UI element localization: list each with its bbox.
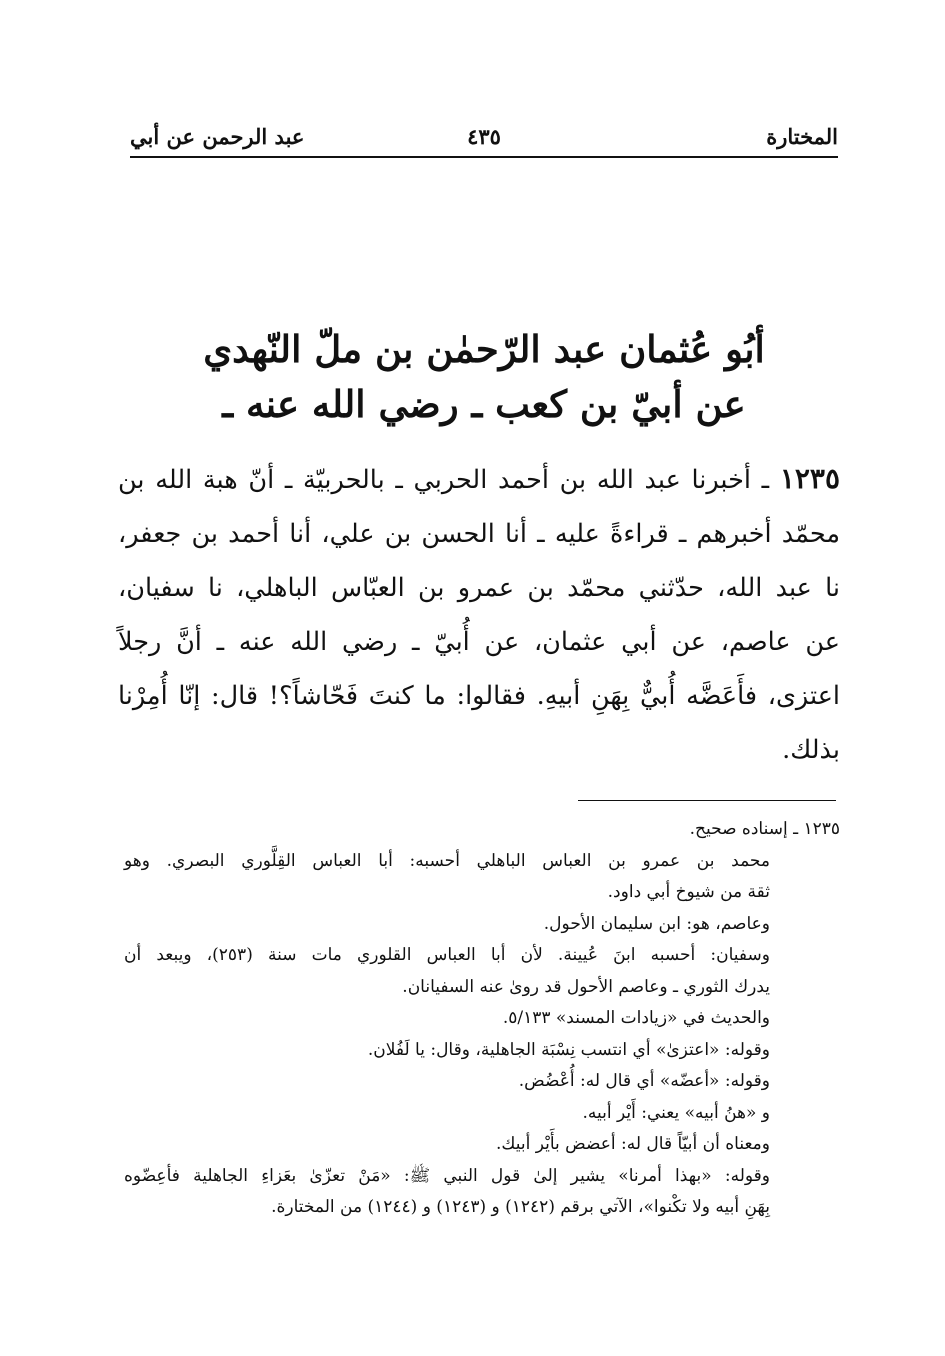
footnote-line: وسفيان: أحسبه ابنَ عُيينة. لأن أبا العباس القلوري مات سنة (٢٥٣)، ويبعد أن [124, 945, 770, 965]
footnotes [124, 814, 840, 1224]
hadith-number: ١٢٣٥ [779, 462, 840, 495]
hadith-text [118, 452, 840, 777]
header-divider [130, 156, 838, 158]
footnote-line: والحديث في «زيادات المسند» ٥/١٣٣. [502, 1008, 770, 1028]
footnote-divider [578, 800, 836, 801]
page-number: ٤٣٥ [467, 124, 501, 149]
hadith-line: عن عاصم، عن أبي عثمان، عن أُبيّ ـ رضي الله عنه ـ أنَّ رجلاً [118, 627, 840, 657]
footnote-line: يدرك الثوري ـ وعاصم الأحول قد روىٰ عنه السفيانان. [402, 976, 770, 997]
footnote-line: ١٢٣٥ ـ إسناده صحيح. [689, 819, 840, 839]
chapter-heading [130, 322, 838, 432]
footnote-line: وعاصم، هو: ابن سليمان الأحول. [543, 913, 770, 934]
footnote-line: ومعناه أن أبيّاً قال له: أعضض بأَيْر أبيك. [496, 1134, 770, 1154]
running-header [130, 118, 838, 158]
footnote-line: وقوله: «بهذا أمرنا» يشير إلىٰ قول النبي ﷺ: «مَنْ تعزّىٰ بعَزاءِ الجاهلية فأعِضّوه [124, 1165, 770, 1186]
hadith-line: بذلك. [782, 735, 840, 765]
hadith-line: محمّد أخبرهم ـ قراءةً عليه ـ أنا الحسن بن علي، أنا أحمد بن جعفر، [118, 519, 840, 549]
hadith-line: اعتزى، فأَعَضَّه أُبيٌّ بِهَنِ أبيهِ. فقالوا: ما كنتَ فَحّاشاً؟! قال: إنّا أُمِرْنا [118, 681, 840, 711]
footnote-line: ثقة من شيوخ أبي داود. [607, 882, 770, 902]
chapter-heading-line-2: عن أبيّ بن كعب ـ رضي الله عنه ـ [222, 382, 746, 426]
chapter-heading-line-1: أبُو عُثمان عبد الرّحمٰن بن ملّ النّهدي [203, 327, 765, 371]
hadith-line [118, 452, 840, 507]
hadith-line: نا عبد الله، حدّثني محمّد بن عمرو بن العبّاس الباهلي، نا سفيان، [118, 573, 840, 603]
footnote-line: و «هنُ أبيه» يعني: أَيْر أبيه. [582, 1102, 770, 1123]
footnote-line: وقوله: «اعتزىٰ» أي انتسب نِسْبَة الجاهلية، وقال: يا لَفُلان. [367, 1039, 770, 1060]
footnote-line: وقوله: «أعضّه» أي قال له: أُعْضُض. [518, 1071, 770, 1091]
header-section-title: عبد الرحمن عن أبي [130, 124, 305, 149]
footnote-line: محمد بن عمرو بن العباس الباهلي أحسبه: أبا العباس القِلَّوري البصري. وهو [124, 850, 770, 871]
footnote-line: بِهَنِ أبيه ولا تكْنوا»، الآتي برقم (١٢٤٢) و (١٢٤٣) و (١٢٤٤) من المختارة. [271, 1197, 770, 1217]
hadith-line-1-text: ـ أخبرنا عبد الله بن أحمد الحربي ـ بالحربيّة ـ أنّ هبة الله بن [118, 465, 770, 495]
header-book-title: المختارة [766, 124, 838, 149]
